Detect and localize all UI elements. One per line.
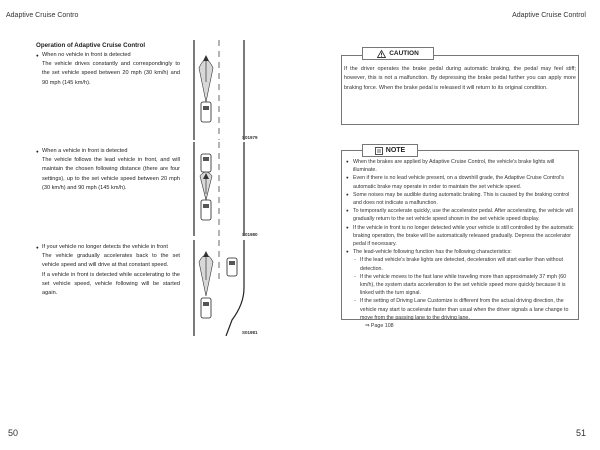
- body-no-vehicle: The vehicle drives constantly and correspondingly to the set vehicle speed between 20 mph (30 km/h) and 90 mph (145 km/h).: [42, 61, 180, 86]
- bullet-no-longer-detects: ● If your vehicle no longer detects the vehicle in front: [36, 243, 180, 252]
- note-item: ● To temporarily accelerate quickly, use the accelerator pedal. After accelerating, the vehicle will gradually return to the set vehicle speed shown in the set vehicle speed display.: [345, 207, 575, 223]
- road-diagram-2: [186, 142, 256, 236]
- figure-id-1: S01979: [242, 135, 258, 140]
- section-title: Operation of Adaptive Cruise Control: [36, 42, 146, 49]
- note-item: ● Some noises may be audible during automatic braking. This is caused by the braking control and does not indicate a malfunction.: [345, 191, 575, 207]
- page-number-right: 51: [575, 428, 586, 438]
- running-header-right: Adaptive Cruise Control: [512, 12, 586, 19]
- note-item: ● If the vehicle in front is no longer detected while your vehicle is still controlled by the automatic braking operation, the brake will be automatically released gradually. Depress the accelerator pedal if necessary.: [345, 224, 575, 249]
- figure-vehicle-detected: [186, 142, 256, 236]
- body-vehicle-detected: The vehicle follows the lead vehicle in front, and will maintain the chosen following distance (there are four settings), up to the set vehicle speed between 20 mph (30 km/h) and 90 mph (145 km/h).: [42, 157, 180, 191]
- note-item: ● When the brakes are applied by Adaptive Cruise Control, the vehicle's brake lights will illuminate.: [345, 158, 575, 174]
- page-reference-link[interactable]: ⇒ Page 108: [365, 323, 394, 330]
- body-no-longer-detects-1: The vehicle gradually accelerates back to the set vehicle speed and will drive at that constant speed.: [42, 253, 180, 269]
- caution-label-text: CAUTION: [389, 50, 419, 57]
- page-number-left: 50: [8, 428, 19, 438]
- figure-no-longer-detects: [186, 240, 256, 336]
- caution-text: If the driver operates the brake pedal during automatic braking, the pedal may feel stiff; however, this is not a malfunction. By depressing the brake pedal further you can apply more braking force. When the brake pedal is released it will return to its original condition.: [344, 66, 576, 91]
- figure-no-vehicle: [186, 40, 256, 140]
- note-icon: [375, 147, 383, 155]
- figure-id-3: S01981: [242, 330, 258, 335]
- caution-label: [362, 47, 434, 60]
- figure-id-2: S01980: [242, 232, 258, 237]
- running-header-left: Adaptive Cruise Contro: [6, 12, 79, 19]
- note-subitem: - If the lead vehicle's brake lights are detected, deceleration will start earlier than without detection.: [345, 256, 575, 272]
- road-diagram-1: [186, 40, 256, 140]
- note-label-text: NOTE: [385, 147, 406, 154]
- note-item: ● The lead-vehicle following function has the following characteristics:: [345, 248, 575, 256]
- note-list: [345, 158, 575, 330]
- body-no-longer-detects-2: If a vehicle in front is detected while accelerating to the set vehicle speed, vehicle following will be started again.: [42, 271, 180, 297]
- block-vehicle-detected: [36, 147, 180, 193]
- left-text-column: [36, 42, 180, 88]
- note-label: [362, 144, 418, 157]
- bullet-vehicle-detected: ● When a vehicle in front is detected: [36, 147, 180, 156]
- warning-triangle-icon: [377, 50, 386, 58]
- note-subitem: - If the setting of Driving Lane Customize is different from the actual driving direction, the vehicle may start to accelerate faster than usual when the driver signals a lane change to move from the passing lane to the driving lane.: [345, 297, 575, 322]
- note-item: ● Even if there is no lead vehicle present, on a downhill grade, the Adaptive Cruise Control's automatic brake may operate in order to maintain the set vehicle speed.: [345, 174, 575, 190]
- bullet-no-vehicle: ● When no vehicle in front is detected: [36, 51, 180, 60]
- road-diagram-3: [186, 240, 256, 336]
- note-subitem: - If the vehicle moves to the fast lane while traveling more than approximately 37 mph (60 km/h), the system starts acceleration to the set vehicle speed more quickly because it is linked with the turn signal.: [345, 273, 575, 298]
- block-no-longer-detects: [36, 243, 180, 298]
